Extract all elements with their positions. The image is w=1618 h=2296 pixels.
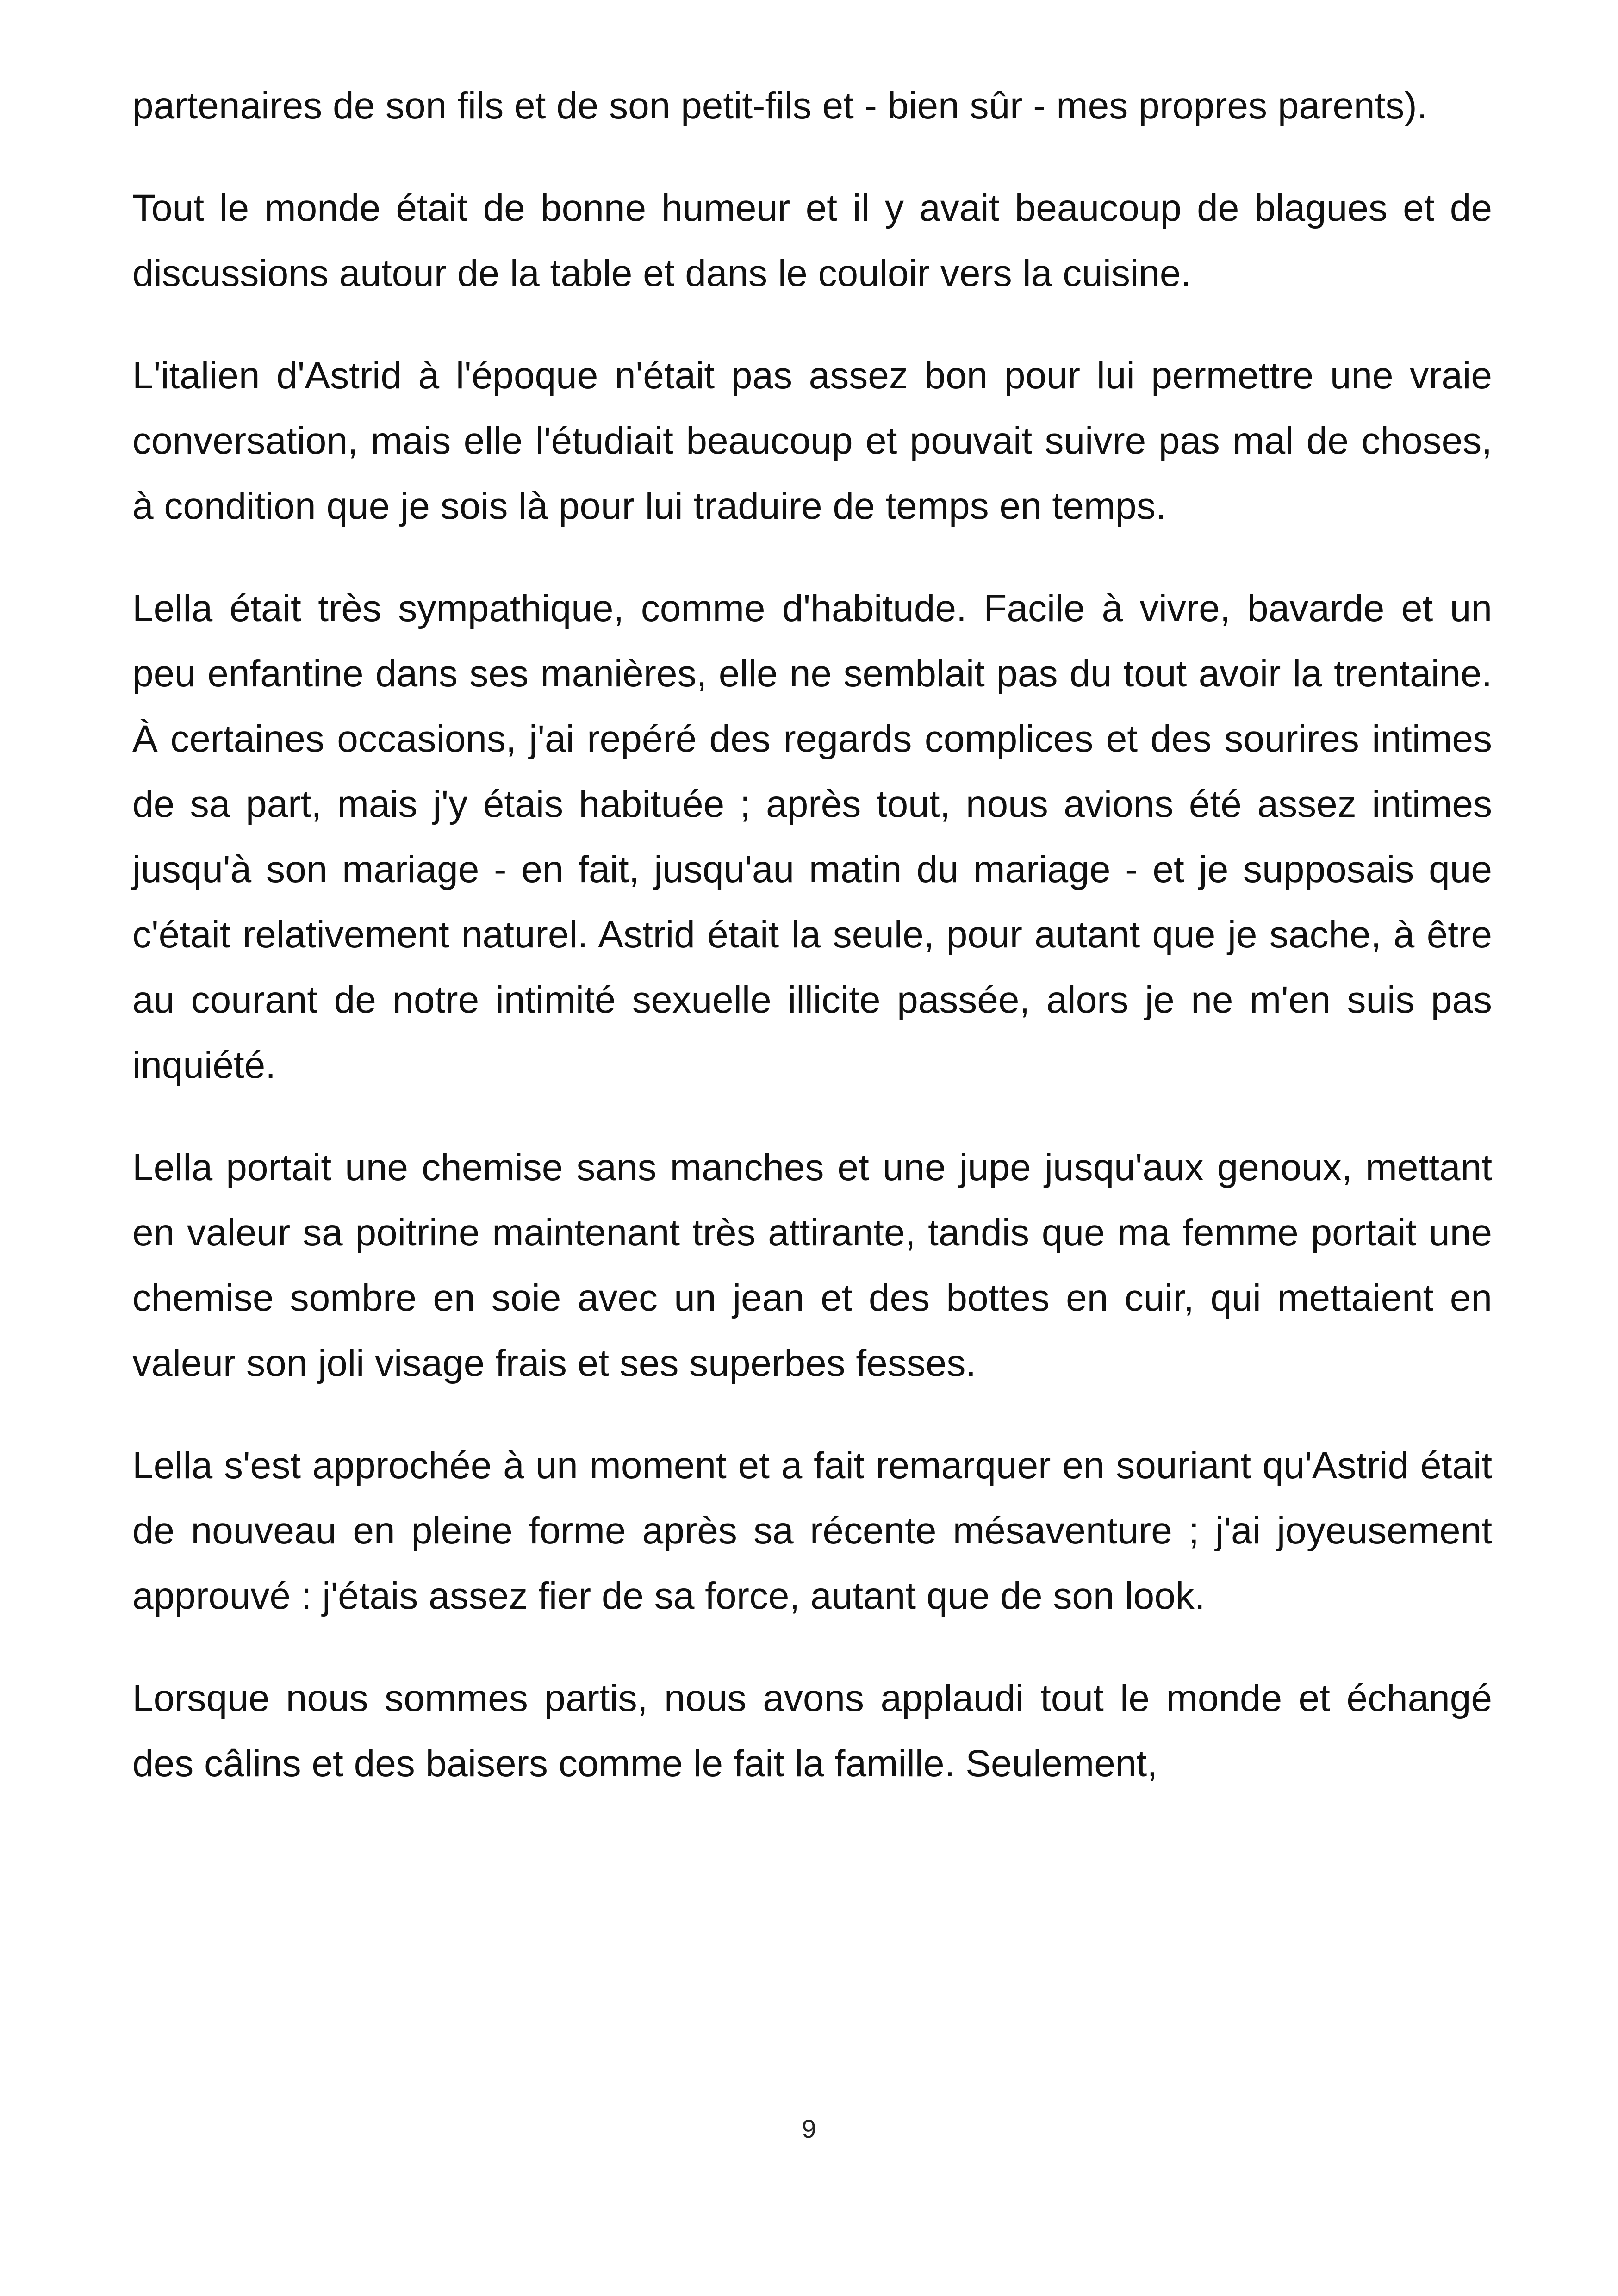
paragraph-7: Lorsque nous sommes partis, nous avons applaudi tout le monde et échangé des câlins et des baisers comme le fait la famille. Seulement, — [132, 1677, 1492, 1785]
paragraph-4: Lella était très sympathique, comme d'habitude. Facile à vivre, bavarde et un peu enfantine dans ses manières, elle ne semblait pas du tout avoir la trentaine. À certaines occasions, j'ai repéré des regards complices et des sourires intimes de sa part, mais j'y étais habituée ; après tout, nous avions été assez intimes jusqu'à son mariage - en fait, jusqu'au matin du mariage - et je supposais que c'était relativement naturel. Astrid était la seule, pour autant que je sache, à être au courant de notre intimité sexuelle illicite passée, alors je ne m'en suis pas inquiété. — [132, 587, 1492, 1086]
page-number: 9 — [802, 2114, 816, 2143]
body-text — [132, 73, 1492, 1833]
paragraph-1: partenaires de son fils et de son petit-fils et - bien sûr - mes propres parents). — [132, 85, 1428, 127]
paragraph-5: Lella portait une chemise sans manches et une jupe jusqu'aux genoux, mettant en valeur sa poitrine maintenant très attirante, tandis que ma femme portait une chemise sombre en soie avec un jean et des bottes en cuir, qui mettaient en valeur son joli visage frais et ses superbes fesses. — [132, 1146, 1492, 1384]
paragraph-2: Tout le monde était de bonne humeur et il y avait beaucoup de blagues et de discussions autour de la table et dans le couloir vers la cuisine. — [132, 187, 1492, 294]
paragraph-3: L'italien d'Astrid à l'époque n'était pas assez bon pour lui permettre une vraie conversation, mais elle l'étudiait beaucoup et pouvait suivre pas mal de choses, à condition que je sois là pour lui traduire de temps en temps. — [132, 355, 1492, 527]
paragraph-6: Lella s'est approchée à un moment et a fait remarquer en souriant qu'Astrid était de nouveau en pleine forme après sa récente mésaventure ; j'ai joyeusement approuvé : j'étais assez fier de sa force, autant que de son look. — [132, 1444, 1492, 1617]
